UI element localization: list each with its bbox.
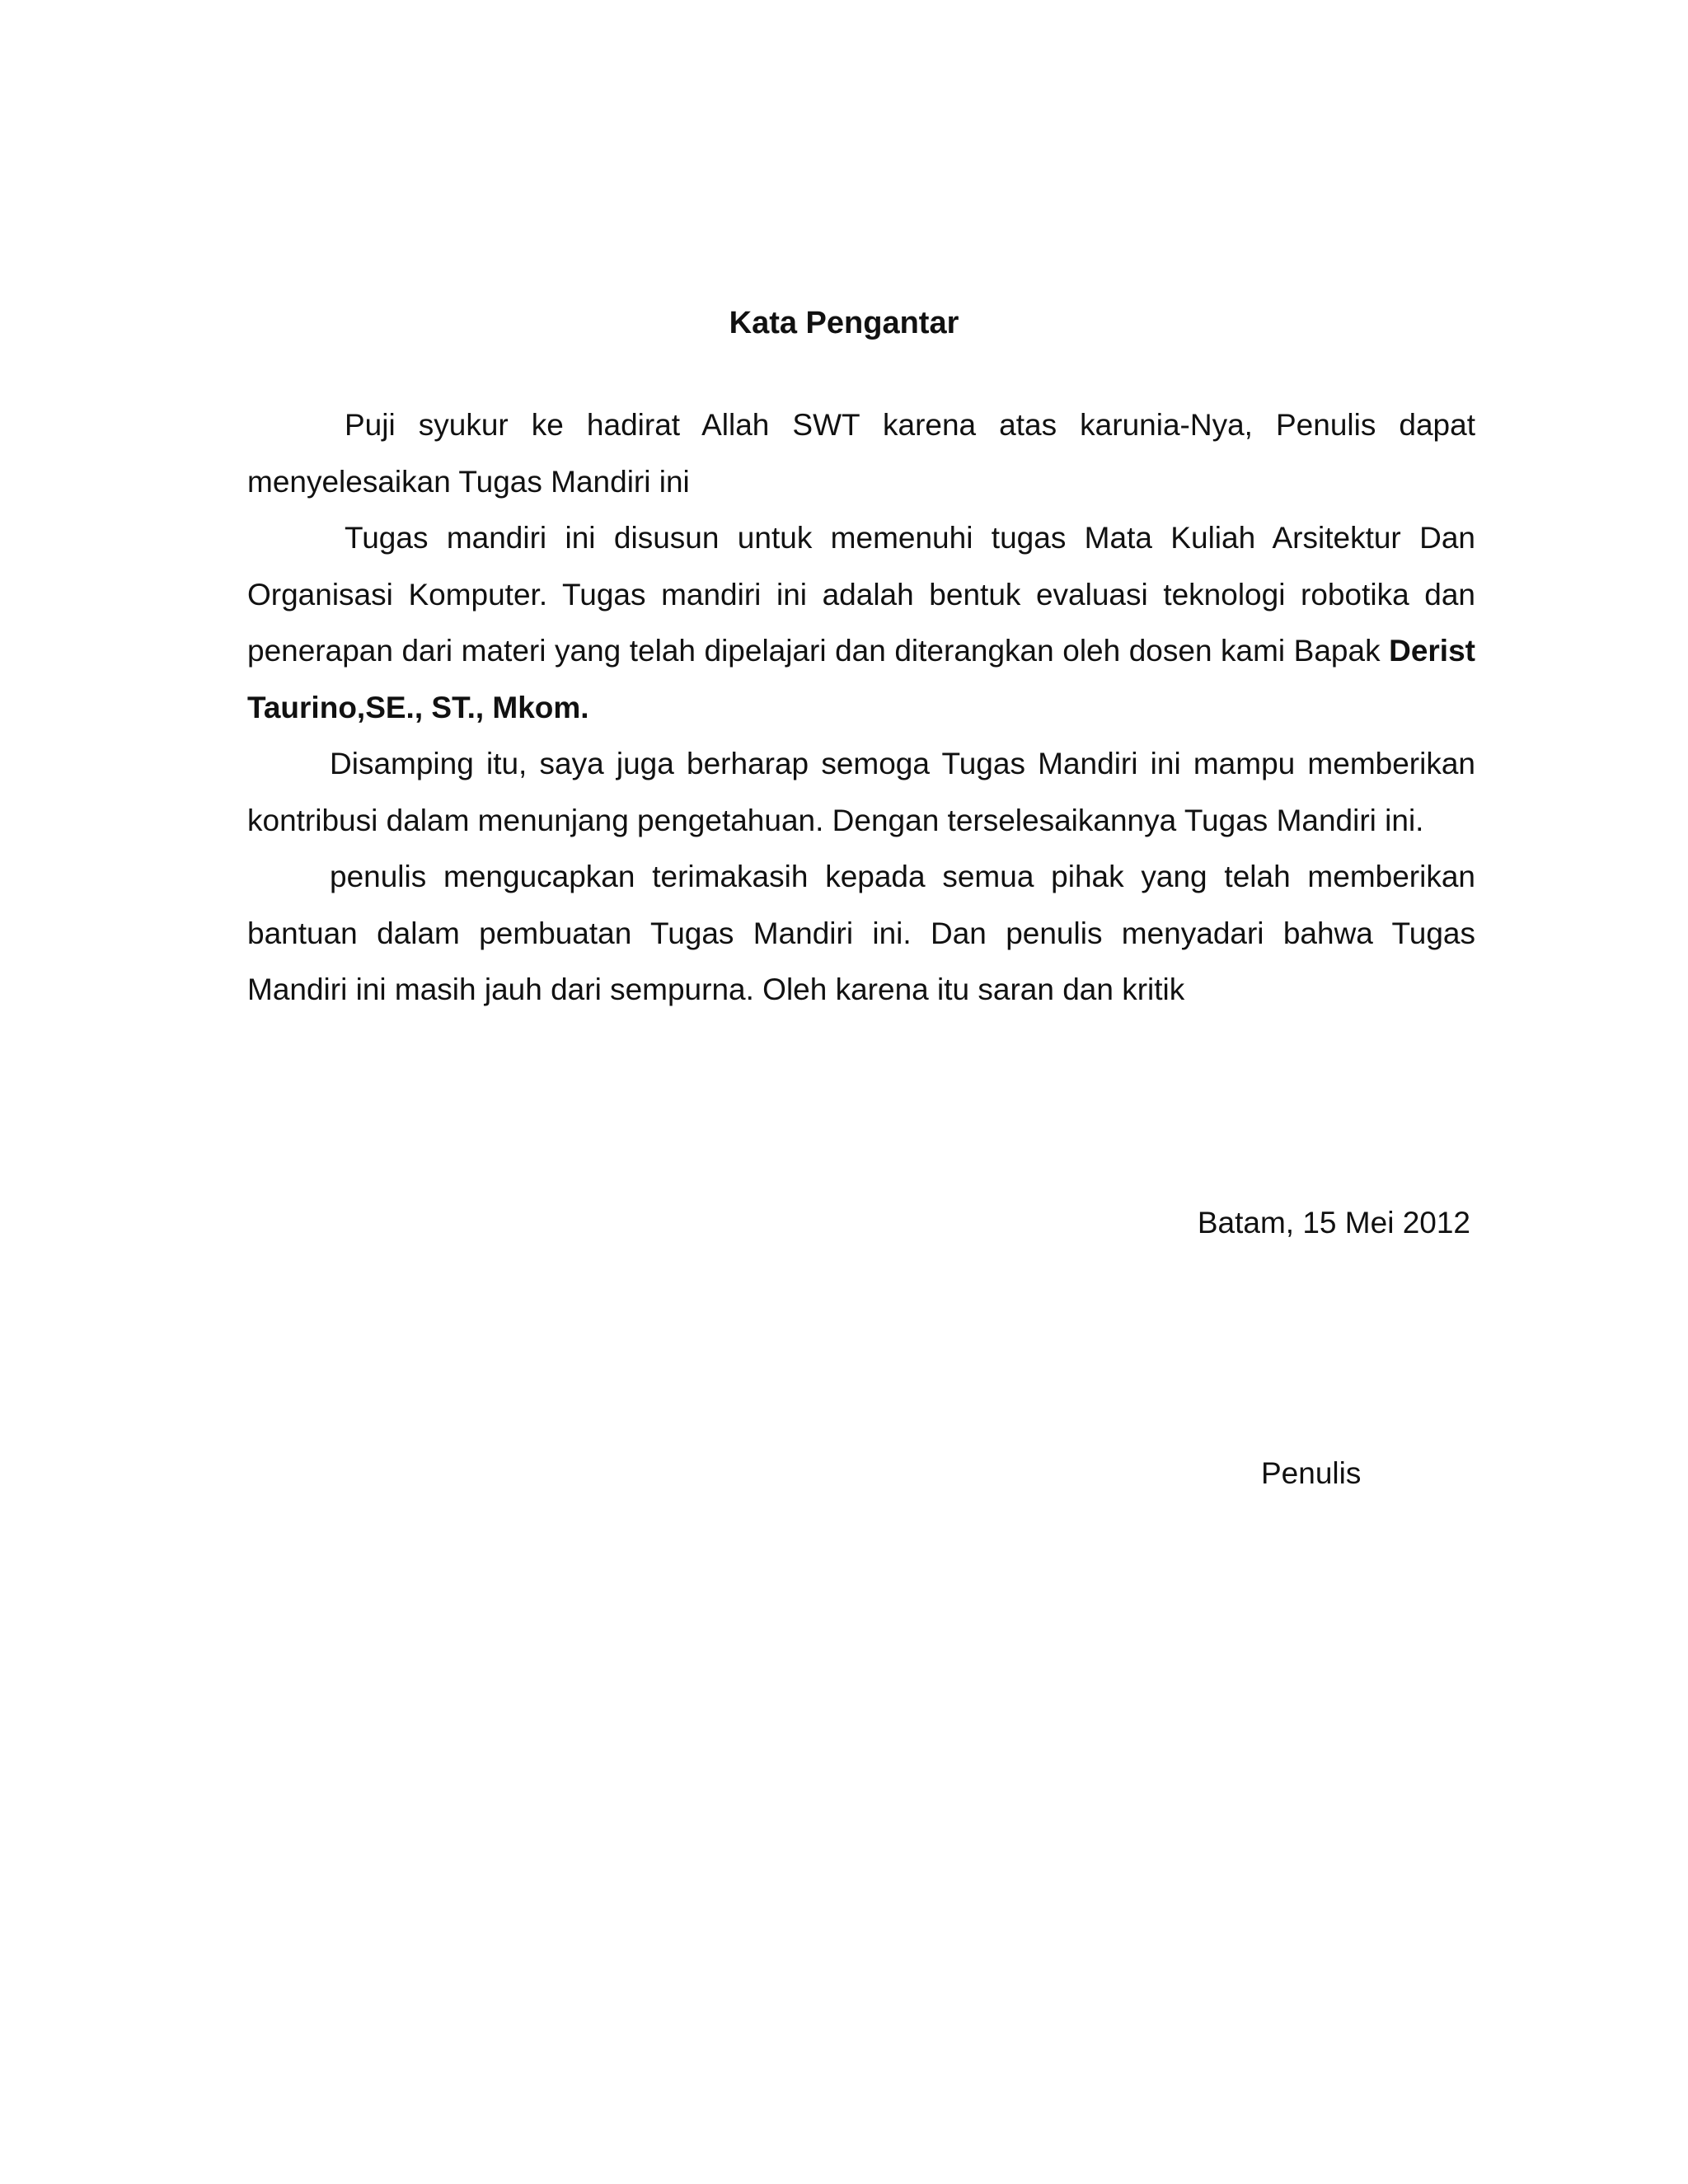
paragraph-4: penulis mengucapkan terimakasih kepada semua pihak yang telah memberikan bantuan dalam pembuatan Tugas Mandiri ini. Dan penulis menyadari bahwa Tugas Mandiri ini masih jauh dari sempurna. Oleh karena itu saran dan kritik xyxy=(247,860,1475,1006)
document-body xyxy=(247,397,1475,1019)
signer-name: Penulis xyxy=(1261,1456,1362,1490)
paragraph-3: Disamping itu, saya juga berharap semoga Tugas Mandiri ini mampu memberikan kontribusi dalam menunjang pengetahuan. Dengan terselesaikannya Tugas Mandiri ini. xyxy=(247,747,1475,837)
paragraph-2-text: Tugas mandiri ini disusun untuk memenuhi tugas Mata Kuliah Arsitektur Dan Organisasi Komputer. Tugas mandiri ini adalah bentuk evaluasi teknologi robotika dan penerapan dari materi yang telah dipelajari dan diterangkan oleh dosen kami Bapak xyxy=(247,521,1475,668)
lecturer-name: Derist Taurino,SE., ST., Mkom. xyxy=(247,634,1475,724)
place-date: Batam, 15 Mei 2012 xyxy=(1197,1206,1470,1240)
paragraph-1: Puji syukur ke hadirat Allah SWT karena atas karunia-Nya, Penulis dapat menyelesaikan Tugas Mandiri ini xyxy=(247,408,1475,499)
paragraph-2 xyxy=(247,510,1475,736)
page-title: Kata Pengantar xyxy=(729,306,959,340)
